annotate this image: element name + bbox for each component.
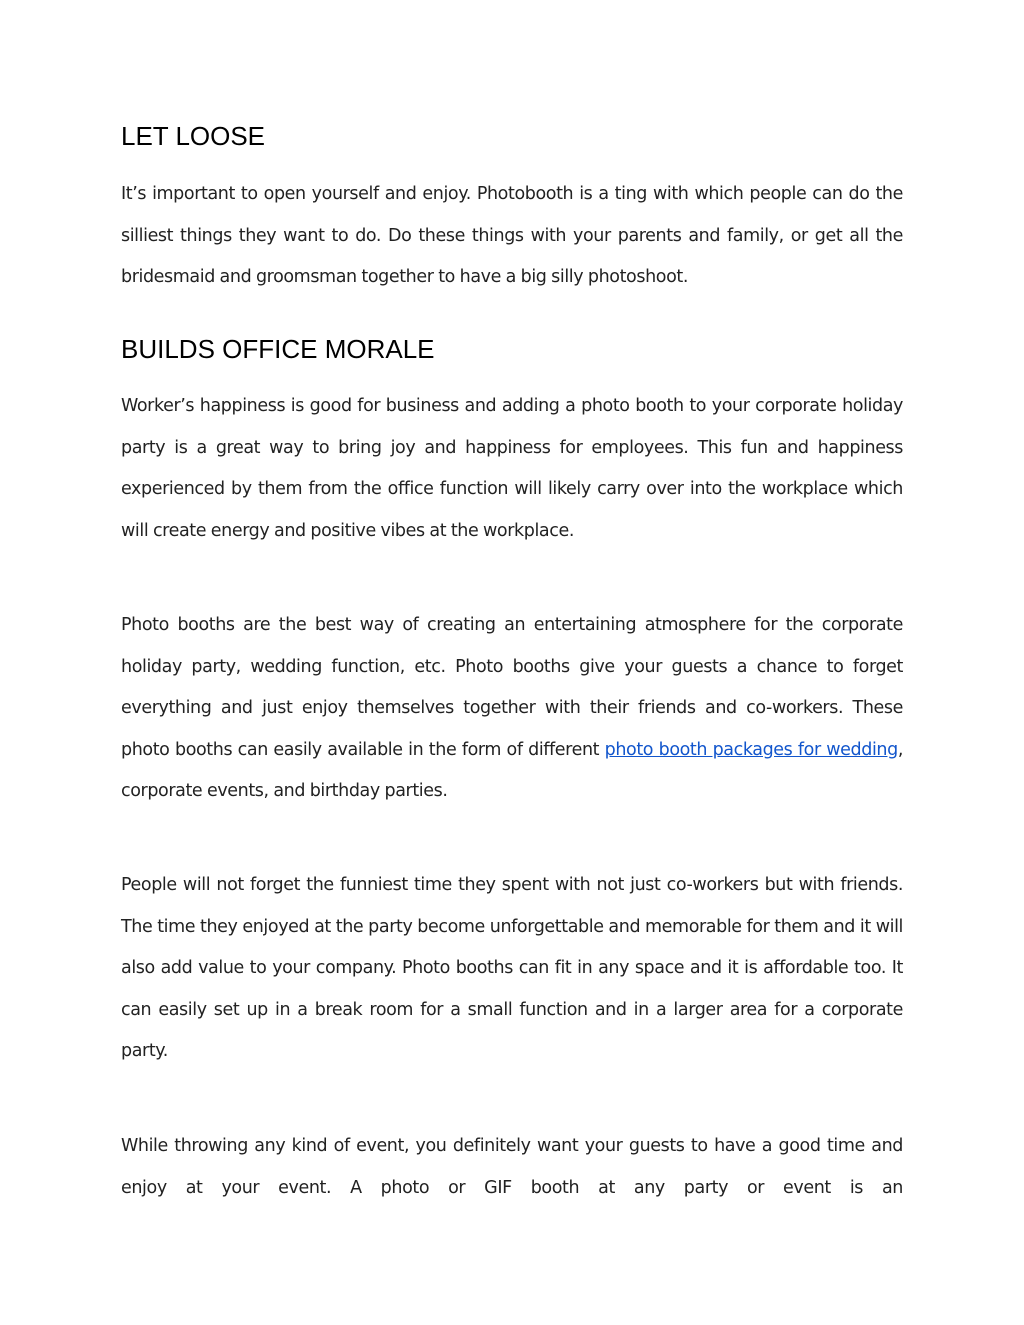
heading-builds-office-morale: BUILDS OFFICE MORALE [121,334,435,364]
paragraph-worker-happiness: Worker’s happiness is good for business and adding a photo booth to your corporate holiday party is a great way to bring joy and happiness for employees. This fun and happiness experienced by them from the office function will likely carry over into the workplace which will create energy and positive vibes at the workplace. [121,396,903,541]
paragraph-text-after-link: , corporate events, and birthday parties. [121,739,904,801]
paragraph-let-loose: It’s important to open yourself and enjoy. Photobooth is a ting with which people can do the silliest things they want to do. Do these things with your parents and family, or get all the bridesmaid and groomsman together to have a big silly photoshoot. [121,184,903,287]
photo-booth-packages-link[interactable]: photo booth packages for wedding [604,739,898,760]
paragraph-photo-booths-atmosphere [121,605,903,813]
paragraph-while-throwing-event: While throwing any kind of event, you definitely want your guests to have a good time and enjoy at your event. A photo or GIF booth at any party or event is an [121,1136,903,1198]
heading-let-loose: LET LOOSE [121,121,266,151]
paragraph-people-will-not-forget: People will not forget the funniest time they spent with not just co-workers but with friends. The time they enjoyed at the party become unforgettable and memorable for them and it will also add value to your company. Photo booths can fit in any space and it is affordable too. It can easily set up in a break room for a small function and in a larger area for a corporate party. [121,875,903,1061]
paragraph-text-before-link: Photo booths are the best way of creating an entertaining atmosphere for the corporate holiday party, wedding function, etc. Photo booths give your guests a chance to forget everything and just enjoy themselves together with their friends and co-workers. These photo booths can easily available in the form of different [121,615,903,760]
